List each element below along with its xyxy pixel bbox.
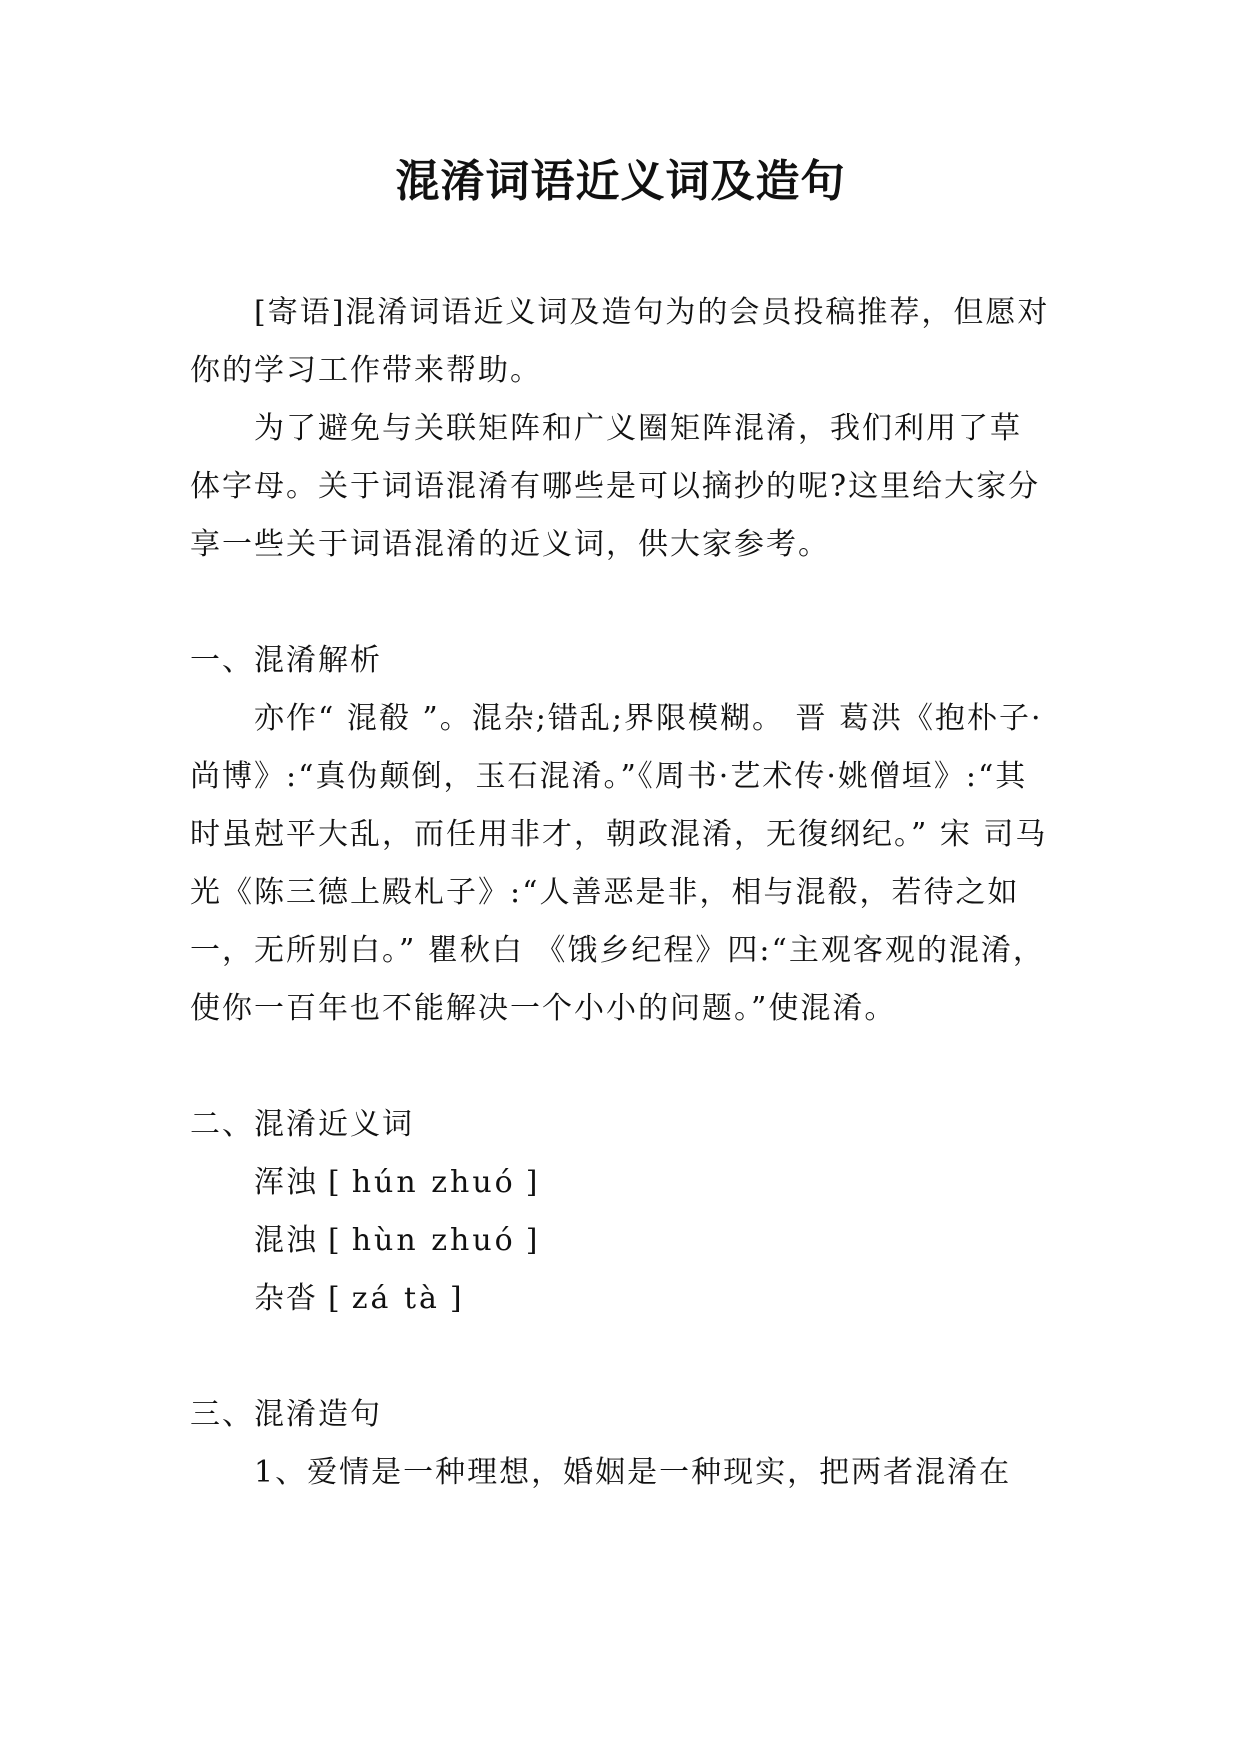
section-1-body: 亦作“ 混殽 ”。混杂;错乱;界限模糊。 晋 葛洪《抱朴子·尚博》:“真伪颠倒，玉石混淆。”《周书·艺术传·姚僧垣》:“其时虽尅平大乱，而任用非才，朝政混淆，无復纲纪。” 宋 司马光《陈三德上殿札子》:“人善恶是非，相与混殽，若待之如一，无所别白。” 瞿秋白 《饿乡纪程》四:“主观客观的混淆，使你一百年也不能解决一个小小的问题。”使混淆。: [190, 701, 1048, 1026]
document-title: 混淆词语近义词及造句: [395, 156, 846, 207]
synonym-item: 混浊 [ hùn zhuó ]: [254, 1223, 540, 1258]
synonym-word: 浑浊: [254, 1165, 318, 1200]
synonym-pinyin: zá tà: [351, 1281, 440, 1316]
intro-paragraph-1: [寄语]混淆词语近义词及造句为的会员投稿推荐，但愿对你的学习工作带来帮助。: [190, 295, 1050, 388]
synonym-word: 混浊: [254, 1223, 318, 1258]
spacer: [190, 1328, 1050, 1386]
synonym-word: 杂沓: [254, 1281, 318, 1316]
intro-paragraph-2: 为了避免与关联矩阵和广义圈矩阵混淆，我们利用了草体字母。关于词语混淆有哪些是可以摘抄的呢?这里给大家分享一些关于词语混淆的近义词，供大家参考。: [190, 411, 1041, 562]
synonym-item: 杂沓 [ zá tà ]: [254, 1281, 464, 1316]
synonym-item: 浑浊 [ hún zhuó ]: [254, 1165, 540, 1200]
spacer: [190, 1038, 1050, 1096]
example-sentence-1: 1、爱情是一种理想，婚姻是一种现实，把两者混淆在: [254, 1455, 1012, 1490]
section-3-heading: 三、混淆造句: [190, 1397, 382, 1432]
document-body: [190, 284, 1050, 1502]
synonym-pinyin: hún zhuó: [351, 1165, 516, 1200]
section-2-heading: 二、混淆近义词: [190, 1107, 414, 1142]
synonym-pinyin: hùn zhuó: [351, 1223, 516, 1258]
section-1-heading: 一、混淆解析: [190, 643, 382, 678]
spacer: [190, 574, 1050, 632]
